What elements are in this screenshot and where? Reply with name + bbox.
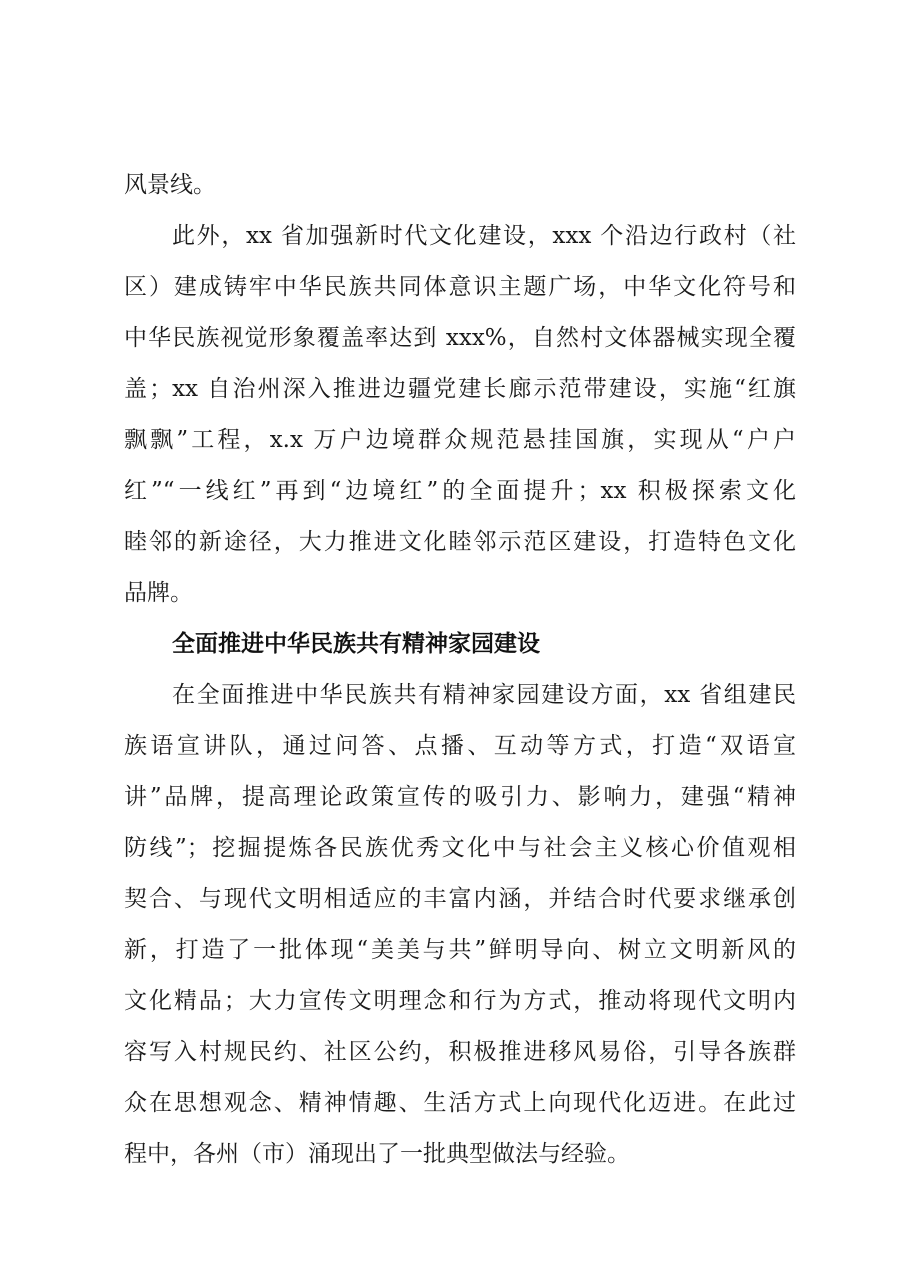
paragraph-line: 飘飘”工程，x.x 万户边境群众规范悬挂国旗，实现从“户户 bbox=[124, 427, 796, 453]
paragraph-line: 睦邻的新途径，大力推进文化睦邻示范区建设，打造特色文化 bbox=[124, 529, 796, 555]
paragraph-1 bbox=[124, 211, 796, 619]
paragraph-line: 红”“一线红”再到“边境红”的全面提升；xx 积极探索文化 bbox=[124, 478, 796, 504]
paragraph-line: 区）建成铸牢中华民族共同体意识主题广场，中华文化符号和 bbox=[124, 274, 796, 300]
paragraph-line: 在全面推进中华民族共有精神家园建设方面，xx 省组建民 bbox=[172, 682, 796, 708]
section-heading: 全面推进中华民族共有精神家园建设 bbox=[172, 631, 540, 657]
paragraph-line: 中华民族视觉形象覆盖率达到 xxx%，自然村文体器械实现全覆 bbox=[124, 325, 796, 351]
paragraph-2 bbox=[124, 670, 796, 1180]
paragraph-line: 防线”；挖掘提炼各民族优秀文化中与社会主义核心价值观相 bbox=[124, 835, 796, 861]
paragraph-line: 此外，xx 省加强新时代文化建设，xxx 个沿边行政村（社 bbox=[172, 223, 796, 249]
paragraph-line: 容写入村规民约、社区公约，积极推进移风易俗，引导各族群 bbox=[124, 1039, 796, 1065]
paragraph-line: 讲”品牌，提高理论政策宣传的吸引力、影响力，建强“精神 bbox=[124, 784, 796, 810]
paragraph-line: 品牌。 bbox=[124, 580, 193, 606]
paragraph-line: 众在思想观念、精神情趣、生活方式上向现代化迈进。在此过 bbox=[124, 1090, 796, 1116]
paragraph-line: 契合、与现代文明相适应的丰富内涵，并结合时代要求继承创 bbox=[124, 886, 796, 912]
paragraph-line: 新，打造了一批体现“美美与共”鲜明导向、树立文明新风的 bbox=[124, 937, 796, 963]
paragraph-line: 程中，各州（市）涌现出了一批典型做法与经验。 bbox=[124, 1141, 630, 1167]
paragraph-line: 盖；xx 自治州深入推进边疆党建长廊示范带建设，实施“红旗 bbox=[124, 376, 796, 402]
paragraph-line: 族语宣讲队，通过问答、点播、互动等方式，打造“双语宣 bbox=[124, 733, 796, 759]
paragraph-line: 文化精品；大力宣传文明理念和行为方式，推动将现代文明内 bbox=[124, 988, 796, 1014]
continuation-line: 风景线。 bbox=[124, 172, 216, 198]
document-body bbox=[124, 160, 796, 1180]
